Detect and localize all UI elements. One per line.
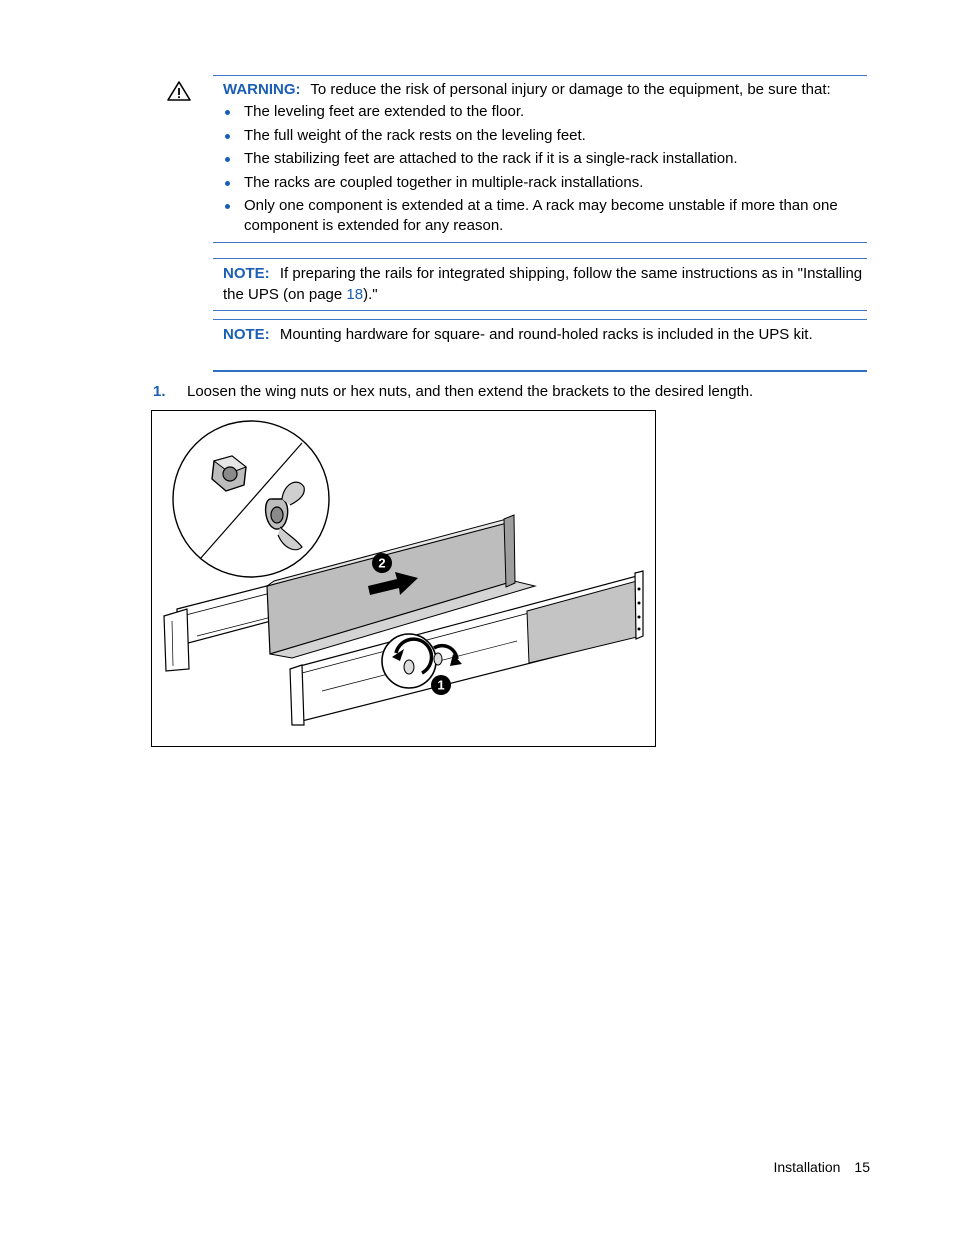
warning-top-rule: [213, 75, 867, 76]
note2-top-rule: [213, 319, 867, 320]
page-number: 15: [854, 1159, 870, 1175]
note2-label: NOTE:: [223, 326, 270, 343]
note1-bottom-rule: [213, 310, 867, 311]
step-text: Loosen the wing nuts or hex nuts, and then extend the brackets to the desired length.: [187, 383, 754, 400]
callout-1: [431, 675, 451, 695]
list-item: The racks are coupled together in multiple-rack installations.: [223, 173, 863, 193]
note2: [223, 324, 863, 345]
note1-label: NOTE:: [223, 265, 270, 282]
note1: [223, 263, 863, 305]
note1-text-after: ).": [363, 286, 378, 303]
warning-list: [223, 102, 863, 240]
step-number: 1.: [153, 383, 166, 400]
note1-text-before: If preparing the rails for integrated shipping, follow the same instructions as in "Installing the UPS (on page: [223, 265, 863, 303]
list-item: The full weight of the rack rests on the leveling feet.: [223, 126, 863, 146]
warning-triangle-icon: [166, 80, 192, 102]
warning-label: WARNING:: [223, 81, 301, 98]
note2-text: Mounting hardware for square- and round-holed racks is included in the UPS kit.: [279, 326, 813, 343]
list-item: Only one component is extended at a time. A rack may become unstable if more than one component is extended for any reason.: [223, 196, 863, 236]
footer-section: Installation: [773, 1159, 841, 1175]
callout-2-label: 2: [378, 555, 386, 571]
list-item: The stabilizing feet are attached to the rack if it is a single-rack installation.: [223, 149, 863, 169]
note1-top-rule: [213, 258, 867, 259]
warning-text: To reduce the risk of personal injury or damage to the equipment, be sure that:: [310, 81, 831, 98]
page-link[interactable]: 18: [346, 286, 364, 303]
callout-2: [372, 553, 392, 573]
section-bottom-rule: [213, 370, 867, 372]
rail-illustration: [152, 411, 655, 746]
rail-bracket-figure: [151, 410, 656, 747]
warning-heading: [223, 79, 863, 100]
warning-bottom-rule: [213, 242, 867, 243]
nut-options-inset: [173, 421, 329, 577]
callout-1-label: 1: [437, 677, 445, 693]
page-footer: [773, 1157, 870, 1177]
list-item: The leveling feet are extended to the floor.: [223, 102, 863, 122]
